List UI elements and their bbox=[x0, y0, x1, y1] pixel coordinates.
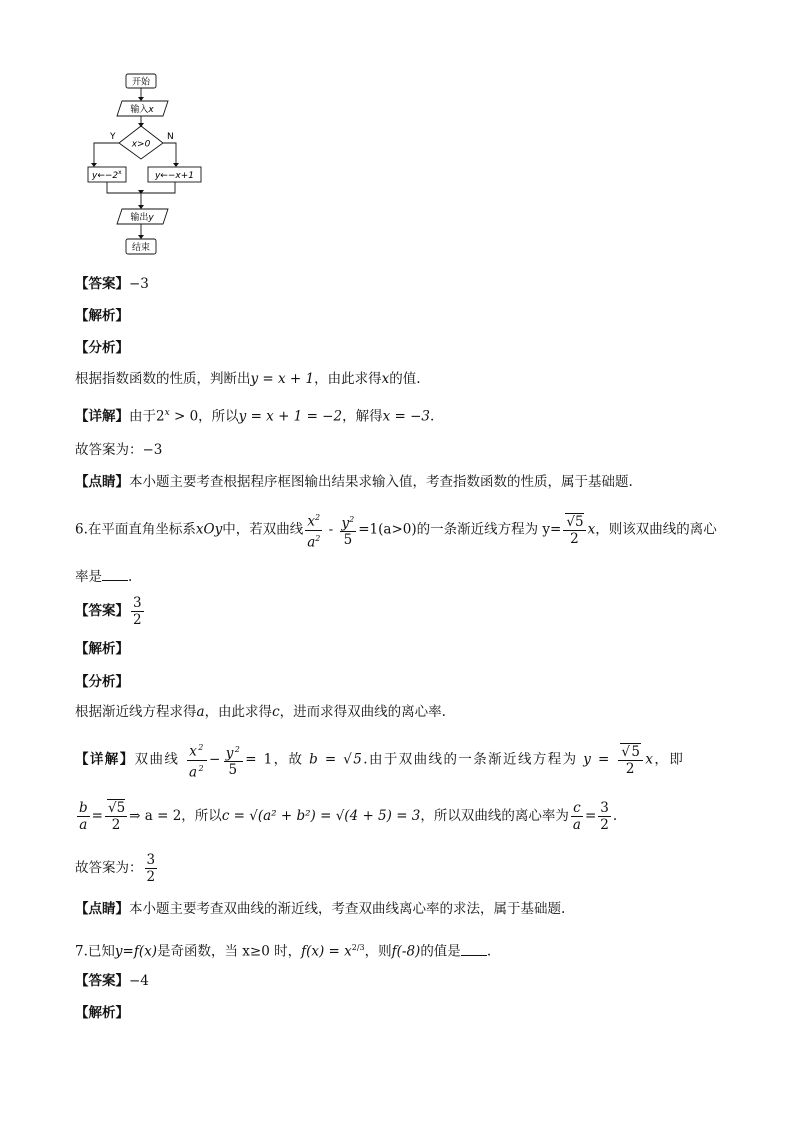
fraction: $\frac{3}{2}$ bbox=[600, 800, 609, 833]
q5-analysis-tag: 【解析】 bbox=[75, 308, 129, 324]
q7-stem: 7.已知y=f(x)是奇函数，当 x≥0 时，$f(x) = x^{2/3}$，则f(-8)的值是 . bbox=[75, 943, 492, 960]
answer-blank bbox=[102, 568, 128, 581]
answer-tag: 【答案】 bbox=[75, 276, 129, 292]
q5-final: 故答案为：−3 bbox=[75, 442, 163, 458]
q6-detail: 【详解】双曲线 $\frac{x^2}{a^2}$ − $\frac{y^2}{5}$ = 1，故 b = √5.由于双曲线的一条渐近线方程为 y = $\frac{√5}{2}$ x，即 bbox=[75, 740, 684, 780]
flowchart-output-label: 输出y bbox=[130, 213, 154, 223]
q5-detail: 【详解】由于$2^x > 0$，所以y = x + 1 = −2，解得x = −3. bbox=[75, 408, 435, 425]
flowchart-no-label: N bbox=[167, 132, 174, 142]
answer-value: −3 bbox=[129, 276, 149, 292]
q7-answer: 【答案】−4 bbox=[75, 973, 149, 989]
q5-answer bbox=[75, 275, 149, 293]
fraction: $\frac{c}{a}$ bbox=[572, 800, 581, 833]
fraction: $\frac{y^2}{5}$ bbox=[224, 742, 244, 779]
q5-fenxi-text: 根据指数函数的性质，判断出y = x + 1，由此求得x的值. bbox=[75, 371, 421, 387]
flowchart-left-label: $y\leftarrow-2^x$ bbox=[92, 169, 122, 181]
fraction: $\frac{√5}{2}$ bbox=[563, 514, 585, 547]
q5-fenxi-tag: 【分析】 bbox=[75, 340, 129, 356]
flowchart-yes-label: Y bbox=[110, 132, 116, 142]
q5-comment: 【点睛】本小题主要考查根据程序框图输出结果求输入值，考查指数函数的性质，属于基础题. bbox=[75, 474, 633, 490]
flowchart-end-label: 结束 bbox=[131, 243, 151, 253]
q7-analysis-tag: 【解析】 bbox=[75, 1005, 129, 1021]
fraction: $\frac{3}{2}$ bbox=[133, 595, 142, 628]
flowchart-input-label: 输入x bbox=[130, 105, 154, 115]
flowchart-condition-label: x>0 bbox=[131, 139, 151, 150]
flowchart-start-label: 开始 bbox=[131, 77, 151, 88]
flowchart bbox=[80, 68, 210, 260]
fraction: $\frac{x^2}{a^2}$ bbox=[305, 510, 322, 550]
q6-stem-line2: 率是 . bbox=[75, 569, 133, 585]
answer-blank bbox=[461, 943, 487, 956]
q6-fenxi-text: 根据渐近线方程求得a，由此求得c，进而求得双曲线的离心率. bbox=[75, 704, 446, 720]
fraction: $\frac{√5}{2}$ bbox=[618, 744, 643, 777]
fraction: $\frac{√5}{2}$ bbox=[105, 800, 127, 833]
q6-answer: 【答案】 $\frac{3}{2}$ bbox=[75, 595, 142, 628]
fraction: $\frac{x^2}{a^2}$ bbox=[187, 740, 207, 780]
fraction: $\frac{3}{2}$ bbox=[146, 852, 156, 885]
fraction: $\frac{y^2}{5}$ bbox=[340, 512, 357, 549]
q6-comment: 【点睛】本小题主要考查双曲线的渐近线，考查双曲线离心率的求法，属于基础题. bbox=[75, 901, 566, 917]
q6-fenxi-tag: 【分析】 bbox=[75, 674, 129, 690]
q6-final: 故答案为： $\frac{3}{2}$ bbox=[75, 852, 156, 885]
flowchart-right-label: y←−x+1 bbox=[154, 171, 195, 181]
q6-stem: 6.在平面直角坐标系xOy中，若双曲线 $\frac{x^2}{a^2}$ - $\frac{y^2}{5}$ =1(a>0)的一条渐近线方程为 y= $\frac{√5}{2}$ x，则该双曲线的离心 bbox=[75, 510, 717, 550]
q6-detail-line2: $\frac{b}{a}$ = $\frac{√5}{2}$ ⇒ a = 2，所以c = √(a² + b²) = √(4 + 5) = 3，所以双曲线的离心率为 $\frac{c}{a}$ = $\frac{3}{2}$ . bbox=[79, 800, 618, 833]
fraction: $\frac{b}{a}$ bbox=[79, 800, 88, 833]
q6-analysis-tag: 【解析】 bbox=[75, 641, 129, 657]
